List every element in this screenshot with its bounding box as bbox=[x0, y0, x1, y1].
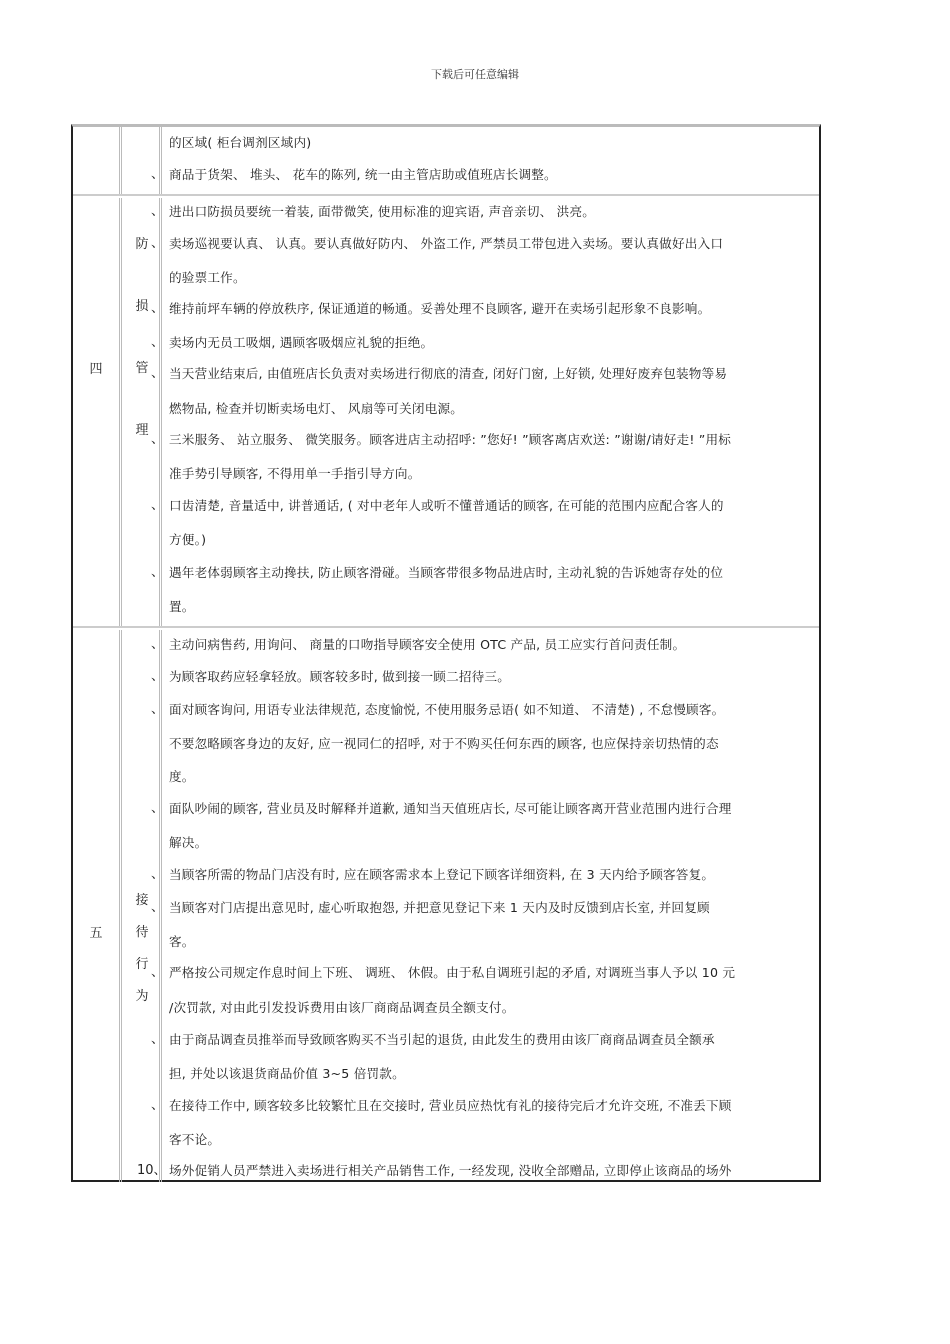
title-char: 行 bbox=[135, 957, 149, 972]
content-line: 的验票工作。 bbox=[169, 270, 246, 285]
content-line: 为顾客取药应轻拿轻放。顾客较多时, 做到接一顾二招待三。 bbox=[169, 669, 511, 684]
item-mark: 、 bbox=[151, 867, 165, 882]
content-line: 准手势引导顾客, 不得用单一手指引导方向。 bbox=[169, 466, 421, 481]
content-line: 的区域( 柜台调剂区域内) bbox=[169, 135, 312, 150]
section-content-cell bbox=[165, 198, 819, 626]
content-line: 客。 bbox=[169, 934, 195, 949]
item-mark: 、 bbox=[151, 366, 165, 381]
section-number-cell bbox=[73, 198, 122, 626]
item-mark: 、 bbox=[151, 900, 165, 915]
content-line: 不要忽略顾客身边的友好, 应一视同仁的招呼, 对于不购买任何东西的顾客, 也应保持亲切热情的态 bbox=[169, 736, 719, 751]
item-mark: 、 bbox=[151, 204, 165, 219]
section-number: 五 bbox=[89, 926, 103, 941]
content-line: 进出口防损员要统一着装, 面带微笑, 使用标准的迎宾语, 声音亲切、 洪亮。 bbox=[169, 204, 596, 219]
section-4 bbox=[73, 198, 819, 628]
item-number: 10、 bbox=[137, 1163, 167, 1178]
content-line: 当顾客对门店提出意见时, 虚心听取抱怨, 并把意见登记下来 1 天内及时反馈到店长室, 并回复顾 bbox=[169, 900, 710, 915]
item-mark: 、 bbox=[151, 1032, 165, 1047]
item-mark: 、 bbox=[151, 432, 165, 447]
item-mark: 、 bbox=[151, 498, 165, 513]
section-number-cell bbox=[73, 127, 122, 194]
content-line: 面对顾客询问, 用语专业法律规范, 态度愉悦, 不使用服务忌语( 如不知道、 不清楚) , 不怠慢顾客。 bbox=[169, 702, 725, 717]
item-mark: 、 bbox=[151, 702, 165, 717]
content-line: 三米服务、 站立服务、 微笑服务。顾客进店主动招呼: ”您好! ”顾客离店欢送: ”谢谢/请好走! ”用标 bbox=[169, 432, 732, 447]
title-char: 损 bbox=[135, 299, 149, 314]
title-char: 理 bbox=[135, 423, 149, 438]
item-mark: 、 bbox=[151, 301, 165, 316]
item-mark: 、 bbox=[151, 965, 165, 980]
content-line: 当顾客所需的物品门店没有时, 应在顾客需求本上登记下顾客详细资料, 在 3 天内给予顾客答复。 bbox=[169, 867, 715, 882]
title-char: 管 bbox=[135, 361, 149, 376]
content-line: 客不论。 bbox=[169, 1132, 221, 1147]
section-content-cell bbox=[165, 127, 819, 194]
section-number: 四 bbox=[89, 362, 103, 377]
content-line: 燃物品, 检查并切断卖场电灯、 风扇等可关闭电源。 bbox=[169, 401, 464, 416]
content-line: 严格按公司规定作息时间上下班、 调班、 休假。由于私自调班引起的矛盾, 对调班当事人予以 10 元 bbox=[169, 965, 736, 980]
section-title-cell bbox=[125, 630, 167, 1182]
content-line: 商品于货架、 堆头、 花车的陈列, 统一由主管店助或值班店长调整。 bbox=[169, 167, 557, 182]
content-line: 维持前坪车辆的停放秩序, 保证通道的畅通。妥善处理不良顾客, 避开在卖场引起形象不良影响。 bbox=[169, 301, 711, 316]
title-char: 为 bbox=[135, 989, 149, 1004]
content-line: 面队吵闹的顾客, 营业员及时解释并道歉, 通知当天值班店长, 尽可能让顾客离开营业范围内进行合理 bbox=[169, 801, 732, 816]
content-line: 置。 bbox=[169, 599, 195, 614]
content-line: 由于商品调查员推举而导致顾客购买不当引起的退货, 由此发生的费用由该厂商商品调查员全额承 bbox=[169, 1032, 715, 1047]
section-prev bbox=[73, 127, 819, 196]
item-mark: 、 bbox=[151, 1098, 165, 1113]
content-line: 解决。 bbox=[169, 835, 208, 850]
rules-table bbox=[71, 124, 821, 1182]
title-char: 待 bbox=[135, 925, 149, 940]
section-title-cell bbox=[125, 198, 165, 626]
item-mark: 、 bbox=[151, 801, 165, 816]
title-char: 防 bbox=[135, 237, 149, 252]
section-number-cell bbox=[73, 630, 122, 1182]
page-header: 下载后可任意编辑 bbox=[431, 68, 519, 81]
content-line: 遇年老体弱顾客主动搀扶, 防止顾客滑碰。当顾客带很多物品进店时, 主动礼貌的告诉她寄存处的位 bbox=[169, 565, 724, 580]
section-title-cell bbox=[125, 127, 165, 194]
content-line: 卖场巡视要认真、 认真。要认真做好防内、 外盗工作, 严禁员工带包进入卖场。要认真做好出入口 bbox=[169, 236, 724, 251]
item-mark: 、 bbox=[151, 637, 165, 652]
item-mark: 、 bbox=[151, 669, 165, 684]
section-5 bbox=[73, 630, 819, 1182]
section-content-cell bbox=[165, 630, 819, 1182]
item-mark: 、 bbox=[151, 167, 165, 182]
content-line: 场外促销人员严禁进入卖场进行相关产品销售工作, 一经发现, 没收全部赠品, 立即停止该商品的场外 bbox=[169, 1163, 732, 1178]
content-line: 在接待工作中, 顾客较多比较繁忙且在交接时, 营业员应热忱有礼的接待完后才允许交班, 不准丢下顾 bbox=[169, 1098, 732, 1113]
content-line: 度。 bbox=[169, 769, 195, 784]
content-line: 方便。) bbox=[169, 532, 207, 547]
content-line: 当天营业结束后, 由值班店长负责对卖场进行彻底的清查, 闭好门窗, 上好锁, 处理好废弃包装物等易 bbox=[169, 366, 728, 381]
title-char: 接 bbox=[135, 893, 149, 908]
content-line: /次罚款, 对由此引发投诉费用由该厂商商品调查员全额支付。 bbox=[169, 1000, 515, 1015]
item-mark: 、 bbox=[151, 236, 165, 251]
content-line: 口齿清楚, 音量适中, 讲普通话, ( 对中老年人或听不懂普通话的顾客, 在可能的范围内应配合客人的 bbox=[169, 498, 724, 513]
content-line: 卖场内无员工吸烟, 遇顾客吸烟应礼貌的拒绝。 bbox=[169, 335, 434, 350]
content-line: 主动问病售药, 用询问、 商量的口吻指导顾客安全使用 OTC 产品, 员工应实行首问责任制。 bbox=[169, 637, 686, 652]
item-mark: 、 bbox=[151, 335, 165, 350]
item-mark: 、 bbox=[151, 565, 165, 580]
content-line: 担, 并处以该退货商品价值 3~5 倍罚款。 bbox=[169, 1066, 405, 1081]
